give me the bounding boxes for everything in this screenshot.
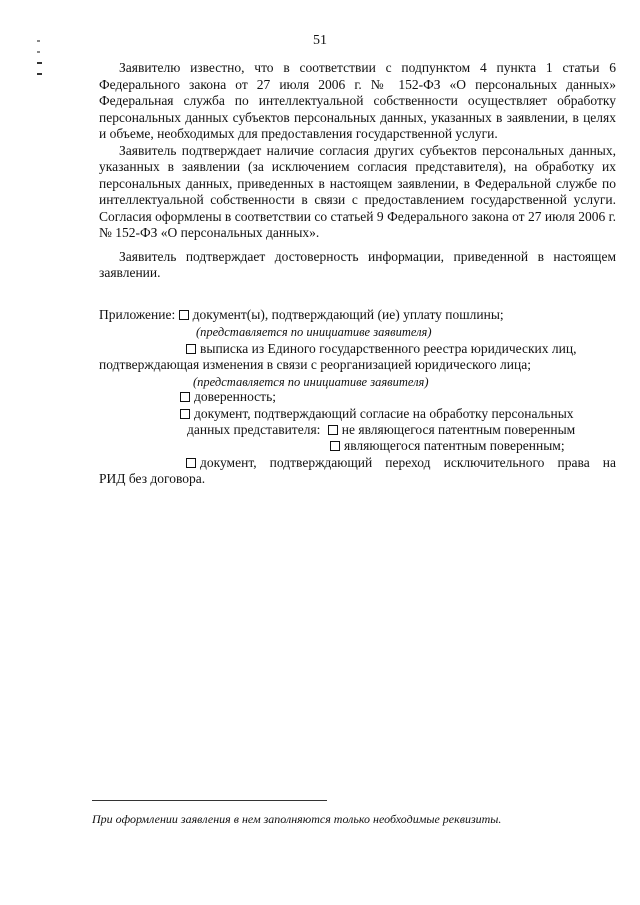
paragraph-consent-confirmation: Заявитель подтверждает наличие согласия других субъектов персональных данных, указанных в заявлении (за исключением согласия представителя), на обработку их персональных данных, приведенных в настоящем заявлении, в Федеральной службе по интеллектуальной собственности в связи с предоставлением государственной услуги. Согласия оформлены в соответствии со статьей 9 Федерального закона от 27 июля 2006 г. № 152-ФЗ «О персональных данных». <box>99 142 616 240</box>
paragraph-accuracy-confirmation: Заявитель подтверждает достоверность информации, приведенной в настоящем заявлении. <box>99 248 616 280</box>
margin-marks <box>37 40 42 84</box>
attachments-label: Приложение: <box>99 307 176 322</box>
attachment-consent-options <box>187 422 575 439</box>
attachment-item-power-of-attorney <box>180 389 276 406</box>
main-text <box>99 60 616 282</box>
paragraph-personal-data-notice: Заявителю известно, что в соответствии с подпунктом 4 пункта 1 статьи 6 Федерального закона от 27 июля 2006 г. № 152-ФЗ «О персональных данных» Федеральная служба по интеллектуальной собственности осуществляет обработку персональных данных субъектов персональных данных, указанных в заявлении, в целях и объеме, необходимых для предоставления государственной услуги. <box>99 60 616 141</box>
checkbox-power-of-attorney[interactable] <box>180 392 190 402</box>
attachment-consent-label: документ, подтверждающий согласие на обработку персональных <box>194 406 574 421</box>
attachment-consent-option-2 <box>330 438 565 455</box>
attachment-note-2: (представляется по инициативе заявителя) <box>193 375 429 389</box>
attachment-note-1: (представляется по инициативе заявителя) <box>196 325 432 339</box>
patent-attorney-label: являющегося патентным поверенным; <box>344 438 565 453</box>
attachment-item-egrul <box>186 341 576 358</box>
attachment-poa-label: доверенность; <box>194 389 276 404</box>
page-number: 51 <box>313 33 327 48</box>
checkbox-not-patent-attorney[interactable] <box>328 425 338 435</box>
attachment-egrul-label: выписка из Единого государственного реестра юридических лиц, <box>200 341 577 356</box>
not-patent-attorney-label: не являющегося патентным поверенным <box>341 422 576 437</box>
attachment-rights-transfer-continuation: РИД без договора. <box>99 471 206 486</box>
checkbox-egrul-extract[interactable] <box>186 344 196 354</box>
attachment-item-fee <box>99 307 504 324</box>
attachment-fee-label: документ(ы), подтверждающий (ие) уплату пошлины; <box>192 307 504 322</box>
checkbox-rights-transfer[interactable] <box>186 458 196 468</box>
attachment-item-rights-transfer <box>186 455 616 472</box>
checkbox-patent-attorney[interactable] <box>330 441 340 451</box>
checkbox-consent-doc[interactable] <box>180 409 190 419</box>
attachment-item-consent-doc <box>180 406 574 423</box>
footnote: При оформлении заявления в нем заполняются только необходимые реквизиты. <box>92 812 502 826</box>
attachment-egrul-continuation: подтверждающая изменения в связи с реорганизацией юридического лица; <box>99 357 531 372</box>
rights-transfer-label: документ, подтверждающий переход исключительного права на <box>200 455 616 470</box>
consent-representative-label: данных представителя: <box>187 422 321 437</box>
checkbox-fee-doc[interactable] <box>179 310 189 320</box>
footnote-separator <box>92 800 327 801</box>
